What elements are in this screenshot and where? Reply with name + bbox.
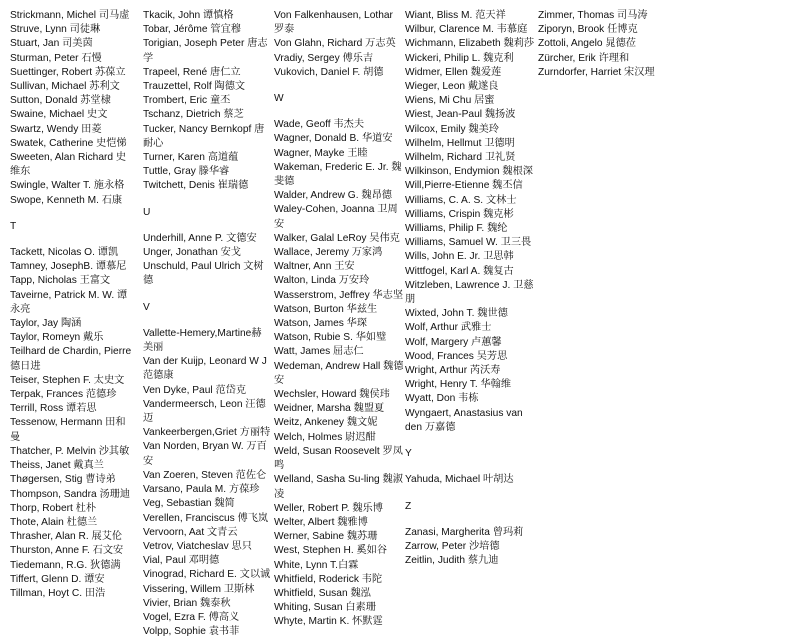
index-entry: Wiest, Jean-Paul 魏扬波 [405, 109, 516, 121]
index-entry: Williams, Samuel W. 卫三畏 [405, 237, 532, 249]
index-entry: Walton, Linda 万安玲 [274, 275, 370, 287]
index-entry: Thrasher, Alan R. 展艾伦 [10, 531, 123, 543]
index-entry: Weld, Susan Roosevelt 罗凤鸣 [274, 445, 403, 472]
index-entry: Williams, Philip F. 魏纶 [405, 223, 508, 235]
index-entry: Ziporyn, Brook 任博克 [538, 24, 638, 36]
index-entry: Unschuld, Paul Ulrich 文树德 [143, 261, 264, 287]
index-entry: Vissering, Willem 卫斯林 [143, 583, 255, 595]
index-entry: Wieger, Leon 戴遂良 [405, 81, 499, 93]
index-entry: Tiedemann, R.G. 狄德满 [10, 559, 121, 571]
index-entry: Vinograd, Richard E. 文以诚 [143, 569, 271, 581]
index-entry: Wyngaert, Anastasius van den 万嘉德 [405, 407, 523, 433]
index-entry: Thatcher, P. Melvin 沙其敏 [10, 445, 130, 457]
index-entry: Sutton, Donald 苏堂棣 [10, 95, 111, 107]
index-entry: Wixted, John T. 魏世德 [405, 308, 508, 320]
index-entry: Watson, James 华琛 [274, 318, 368, 330]
index-entry: Tkacik, John 谭慎格 [143, 10, 234, 21]
index-entry: Vankeerbergen,Griet 方丽特 [143, 427, 271, 439]
index-entry: Theiss, Janet 戴真兰 [10, 460, 104, 472]
index-entry: Wade, Geoff 韦杰夫 [274, 119, 365, 131]
index-entry: Wiens, Mi Chu 居蜜 [405, 95, 495, 107]
index-entry: Von Glahn, Richard 万志英 [274, 38, 396, 50]
index-entry: Zimmer, Thomas 司马涛 [538, 10, 648, 21]
index-entry: Vukovich, Daniel F. 胡德 [274, 66, 384, 78]
index-entry: Wickeri, Philip L. 魏克利 [405, 52, 514, 64]
index-entry: Twitchett, Denis 崔瑞德 [143, 180, 249, 192]
index-entry: Werner, Sabine 魏苏珊 [274, 531, 378, 543]
index-entry: Williams, C. A. S. 文林士 [405, 194, 517, 206]
index-entry: Walder, Andrew G. 魏昂德 [274, 190, 392, 202]
index-entry: Sturman, Peter 石慢 [10, 52, 102, 64]
index-entry: Tobar, Jérôme 管宜穆 [143, 24, 241, 36]
index-entry: Teiser, Stephen F. 太史文 [10, 374, 125, 386]
index-entry: Watt, James 屈志仁 [274, 346, 364, 358]
index-entry: Suettinger, Robert 苏葆立 [10, 66, 126, 78]
index-entry: Tapp, Nicholas 王富文 [10, 275, 111, 287]
index-entry: Strickmann, Michel 司马虚 [10, 10, 130, 21]
section-letter: T [10, 220, 17, 232]
index-entry: Zarrow, Peter 沙培德 [405, 540, 500, 552]
index-entry: Tessenow, Hermann 田和曼 [10, 417, 126, 443]
index-entry: Watson, Rubie S. 华如璧 [274, 332, 387, 344]
index-entry: Swartz, Wendy 田菱 [10, 123, 102, 135]
index-entry: Tuttle, Gray 滕华睿 [143, 166, 230, 178]
index-entry: Stuart, Jan 司美茵 [10, 38, 93, 50]
index-entry: Wood, Frances 吴芳思 [405, 350, 508, 362]
index-entry: Sweeten, Alan Richard 史维东 [10, 152, 127, 178]
index-entry: Witzleben, Lawrence J. 卫慈朋 [405, 279, 534, 306]
index-entry: Tackett, Nicolas O. 谭凯 [10, 247, 119, 259]
index-entry: Zottoli, Angelo 晁德莅 [538, 38, 636, 50]
index-entry: Will,Pierre-Etienne 魏丕信 [405, 180, 523, 192]
index-entry: Zurndorfer, Harriet 宋汉理 [538, 66, 655, 78]
index-entry: White, Lynn T.白霖 [274, 559, 359, 571]
index-entry: Vradiy, Sergey 傅乐吉 [274, 52, 374, 64]
index-entry: Wagner, Mayke 王睦 [274, 147, 368, 159]
index-entry: Terpak, Frances 范德珍 [10, 389, 117, 401]
index-entry: Walker, Galal LeRoy 吴伟克 [274, 232, 400, 244]
index-entry: Unger, Jonathan 安戈 [143, 247, 241, 259]
index-entry: Vogel, Ezra F. 傅高义 [143, 611, 240, 623]
index-entry: Trombert, Eric 童丕 [143, 95, 231, 107]
index-entry: Wilcox, Emily 魏美玲 [405, 123, 499, 135]
index-entry: Wilbur, Clarence M. 韦慕庭 [405, 24, 528, 36]
index-entry: Wedeman, Andrew Hall 魏德安 [274, 360, 404, 386]
index-column-1 [10, 9, 134, 601]
index-entry: Swope, Kenneth M. 石康 [10, 194, 123, 206]
index-entry: Wright, Arthur 芮沃寿 [405, 365, 501, 377]
index-column-3 [274, 9, 404, 630]
index-entry: Zürcher, Erik 许理和 [538, 52, 630, 64]
index-entry: Trapeel, René 唐仁立 [143, 66, 241, 78]
index-entry: Swingle, Walter T. 施永格 [10, 180, 125, 192]
index-entry: Van Zoeren, Steven 范佐仑 [143, 469, 267, 481]
index-entry: Swaine, Michael 史文 [10, 109, 108, 121]
index-entry: Tschanz, Dietrich 蔡芝 [143, 109, 244, 121]
index-entry: Wasserstrom, Jeffrey 华志坚 [274, 289, 404, 301]
index-entry: Watson, Burton 华兹生 [274, 303, 378, 315]
index-entry: Williams, Crispin 魏克彬 [405, 208, 514, 220]
index-entry: Wakeman, Frederic E. Jr. 魏斐德 [274, 161, 402, 188]
index-entry: Thorp, Robert 杜朴 [10, 502, 97, 514]
index-entry: Wagner, Donald B. 华道安 [274, 133, 393, 145]
index-entry: Trauzettel, Rolf 陶德文 [143, 81, 246, 93]
index-entry: Swatek, Catherine 史恺悌 [10, 137, 127, 149]
index-entry: Taylor, Jay 陶涵 [10, 318, 82, 330]
index-entry: Yahuda, Michael 叶胡达 [405, 474, 514, 486]
index-entry: Weidner, Marsha 魏盟夏 [274, 403, 385, 415]
index-column-2 [143, 9, 271, 639]
section-letter: U [143, 206, 151, 218]
index-entry: Volpp, Sophie 袁书菲 [143, 626, 240, 638]
index-entry: Zanasi, Margherita 曾玛莉 [405, 526, 524, 538]
index-entry: Wilhelm, Hellmut 卫德明 [405, 137, 515, 149]
index-entry: Taylor, Romeyn 戴乐 [10, 332, 104, 344]
section-letter: W [274, 93, 284, 105]
index-entry: Welch, Holmes 尉迟酣 [274, 431, 376, 443]
index-entry: Whiting, Susan 白素珊 [274, 602, 376, 614]
index-entry: Tamney, JosephB. 谭慕尼 [10, 261, 127, 273]
index-entry: Vial, Paul 邓明德 [143, 555, 220, 567]
index-entry: Wolf, Margery 卢蕙馨 [405, 336, 502, 348]
index-column-4 [405, 9, 535, 568]
index-entry: Sullivan, Michael 苏利文 [10, 81, 120, 93]
index-entry: Varsano, Paula M. 方葆珍 [143, 484, 260, 496]
index-entry: Tillman, Hoyt C. 田浩 [10, 587, 106, 599]
index-entry: Van der Kuijp, Leonard W J 范德康 [143, 356, 267, 382]
index-entry: Wolf, Arthur 武雅士 [405, 322, 492, 334]
index-entry: Widmer, Ellen 魏爱莲 [405, 66, 502, 78]
section-letter: Y [405, 448, 412, 460]
index-entry: Vallette-Hemery,Martine赫美丽 [143, 327, 262, 354]
section-letter: Z [405, 500, 412, 512]
index-entry: Verellen, Franciscus 傅飞岚 [143, 512, 269, 524]
index-entry: Wichmann, Elizabeth 魏莉莎 [405, 38, 535, 50]
index-entry: Turner, Karen 高道蕴 [143, 152, 239, 164]
index-entry: Thurston, Anne F. 石文安 [10, 545, 124, 557]
index-entry: Terrill, Ross 谭若思 [10, 403, 97, 415]
index-entry: Zeitlin, Judith 蔡九迪 [405, 555, 499, 567]
index-entry: Wechsler, Howard 魏侯玮 [274, 389, 390, 401]
index-entry: Wiant, Bliss M. 范天祥 [405, 10, 506, 21]
index-entry: Thote, Alain 杜德兰 [10, 516, 98, 528]
index-entry: Veg, Sebastian 魏简 [143, 498, 235, 510]
index-entry: Thompson, Sandra 汤珊迪 [10, 488, 131, 500]
index-entry: Vervoorn, Aat 文青云 [143, 526, 238, 538]
index-entry: Torigian, Joseph Peter 唐志学 [143, 38, 268, 64]
index-entry: Von Falkenhausen, Lothar 罗泰 [274, 10, 393, 36]
index-entry: Waltner, Ann 王安 [274, 261, 355, 273]
index-entry: Vivier, Brian 魏泰秋 [143, 597, 231, 609]
index-entry: Struve, Lynn 司徒琳 [10, 24, 101, 36]
index-entry: Teilhard de Chardin, Pierre 德日进 [10, 346, 132, 372]
index-entry: Wright, Henry T. 华翰维 [405, 379, 512, 391]
index-entry: Underhill, Anne P. 文德安 [143, 232, 257, 244]
index-entry: Taveirne, Patrick M. W. 谭永亮 [10, 289, 128, 315]
section-letter: V [143, 301, 150, 313]
index-entry: Ven Dyke, Paul 范岱克 [143, 384, 247, 396]
index-entry: Whitfield, Roderick 韦陀 [274, 573, 383, 585]
index-entry: Weitz, Ankeney 魏文妮 [274, 417, 378, 429]
index-entry: Welland, Sasha Su-ling 魏淑凌 [274, 474, 403, 500]
index-entry: Wallace, Jeremy 万家鸿 [274, 247, 383, 259]
index-column-5 [538, 9, 668, 80]
index-entry: Whitfield, Susan 魏泓 [274, 587, 371, 599]
index-entry: Wyatt, Don 韦栋 [405, 393, 479, 405]
index-entry: Wittfogel, Karl A. 魏复古 [405, 265, 514, 277]
index-entry: Tucker, Nancy Bernkopf 唐耐心 [143, 123, 265, 149]
index-entry: Whyte, Martin K. 怀默霆 [274, 616, 383, 628]
index-entry: Thøgersen, Stig 曹诗弟 [10, 474, 116, 486]
index-entry: Vetrov, Viatcheslav 思只 [143, 540, 252, 552]
index-entry: West, Stephen H. 奚如谷 [274, 545, 388, 557]
index-entry: Vandermeersch, Leon 汪德迈 [143, 398, 266, 425]
index-entry: Wilhelm, Richard 卫礼贤 [405, 152, 516, 164]
index-entry: Wills, John E. Jr. 卫思韩 [405, 251, 514, 263]
index-entry: Tiffert, Glenn D. 谭安 [10, 573, 105, 585]
index-entry: Weller, Robert P. 魏乐博 [274, 502, 383, 514]
index-entry: Welter, Albert 魏雅博 [274, 516, 368, 528]
index-entry: Waley-Cohen, Joanna 卫周安 [274, 204, 398, 230]
index-entry: Wilkinson, Endymion 魏根深 [405, 166, 533, 178]
index-entry: Van Norden, Bryan W. 万百安 [143, 441, 267, 467]
